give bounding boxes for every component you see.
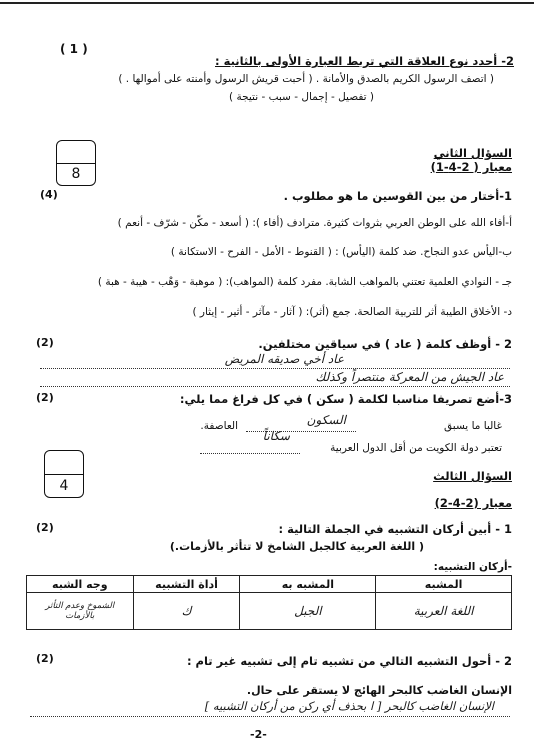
relation-mark: ( 1 ) [60,42,88,56]
section2-grade-box [56,140,96,186]
q3-line-1-pre: غالبا ما يسبق [444,420,502,432]
q3-mark: (2) [36,391,54,404]
s3-q1-mark: (2) [36,521,54,534]
cell-mushabbah: اللغة العربية [376,593,512,630]
cell-adat: ك [133,593,240,630]
q1-item-d: د- الأخلاق الطيبة أثر للتربية الصالحة. جمع (أثر): ( آثار - مآثر - أثير - إيثار ) [192,306,512,318]
s3-q2-answer: الإنسان الغاضب كالبحر [ ا بحذف أي ركن من أركان التشبيه ] [204,699,494,713]
q1-title: 1-أختار من بين القوسين ما هو مطلوب . [283,189,512,203]
q3-blank-2 [200,453,300,454]
q2-mark: (2) [36,336,54,349]
relation-sentence: ( اتصف الرسول الكريم بالصدق والأمانة . ( أحبت قريش الرسول وأمنته على أموالها . ) [118,73,494,85]
relation-options: ( تفصيل - إجمال - سبب - نتيجة ) [229,91,374,103]
q3-line-2-pre: تعتبر دولة الكويت من أقل الدول العربية [330,442,502,454]
header-wajh: وجه الشبه [27,576,134,593]
q1-item-c: جـ - النوادي العلمية تعتني بالمواهب الشابة. مفرد كلمة (المواهب): ( موهبة - وَهْب - هيبة - هبة ) [97,276,512,288]
s3-q2-sentence: الإنسان الغاضب كالبحر الهائج لا يستقر على حال. [246,684,512,697]
q2-line-1 [40,368,510,369]
s3-q2-mark: (2) [36,652,54,665]
page-number: -2- [250,728,267,741]
table-header-row [27,576,512,593]
simile-table [26,575,512,630]
q2-answer-1: عاد أخي صديقه المريض [224,352,344,366]
section3-grade: 4 [59,478,69,494]
header-mushabbah-bih: المشبه به [240,576,376,593]
s3-q2-line [30,716,510,717]
q3-line-1-post: العاصفة. [200,420,238,432]
section2-grade: 8 [71,166,81,182]
q3-answer-2: سكاناً [262,429,290,443]
table-row [27,593,512,630]
s3-q2-title: 2 - أحول التشبيه التالي من تشبيه تام إلى تشبيه غير تام : [186,654,512,668]
section2-criterion: معيار ( 2-4-1) [430,160,512,174]
s3-q1-sentence: ( اللغة العربية كالجبل الشامخ لا تتأثر بالأزمات.) [169,540,424,553]
q2-title: 2 - أوظف كلمة ( عاد ) في سياقين مختلفين. [258,337,512,351]
q2-line-2 [40,386,510,387]
header-mushabbah: المشبه [376,576,512,593]
s3-q1-title: 1 - أبين أركان التشبيه في الجملة التالية : [278,522,512,536]
cell-wajh: الشموخ وعدم التأثر بالأزمات [27,593,134,630]
table-caption: -أركان التشبيه: [433,561,512,573]
top-border [0,2,534,4]
q1-mark: (4) [40,188,58,201]
section3-title: السؤال الثالث [433,469,512,483]
relation-title: 2- أحدد نوع العلاقة التي تربط العبارة الأولى بالثانية : [215,54,514,68]
q3-answer-1: السكون [306,413,346,427]
q2-answer-2: عاد الجيش من المعركة منتصراً وكذلك [315,370,504,384]
q1-item-b: ب-اليأس عدو النجاح. ضد كلمة (اليأس) : ( القنوط - الأمل - الفرح - الاستكانة ) [170,246,512,258]
q1-item-a: أ-أفاء الله على الوطن العربي بثروات كثيرة. مترادف (أفاء ): ( أسعد - مكّن - شرّف - أنعم ) [117,217,512,229]
section3-criterion: معيار (2-4-2) [434,496,512,510]
q3-title: 3-أضع تصريفا مناسبا لكلمة ( سكن ) في كل فراغ مما يلي: [179,392,512,406]
section2-title: السؤال الثاني [433,146,512,160]
header-adat: أداة التشبيه [133,576,240,593]
section3-grade-box [44,450,84,498]
cell-mushabbah-bih: الجبل [240,593,376,630]
